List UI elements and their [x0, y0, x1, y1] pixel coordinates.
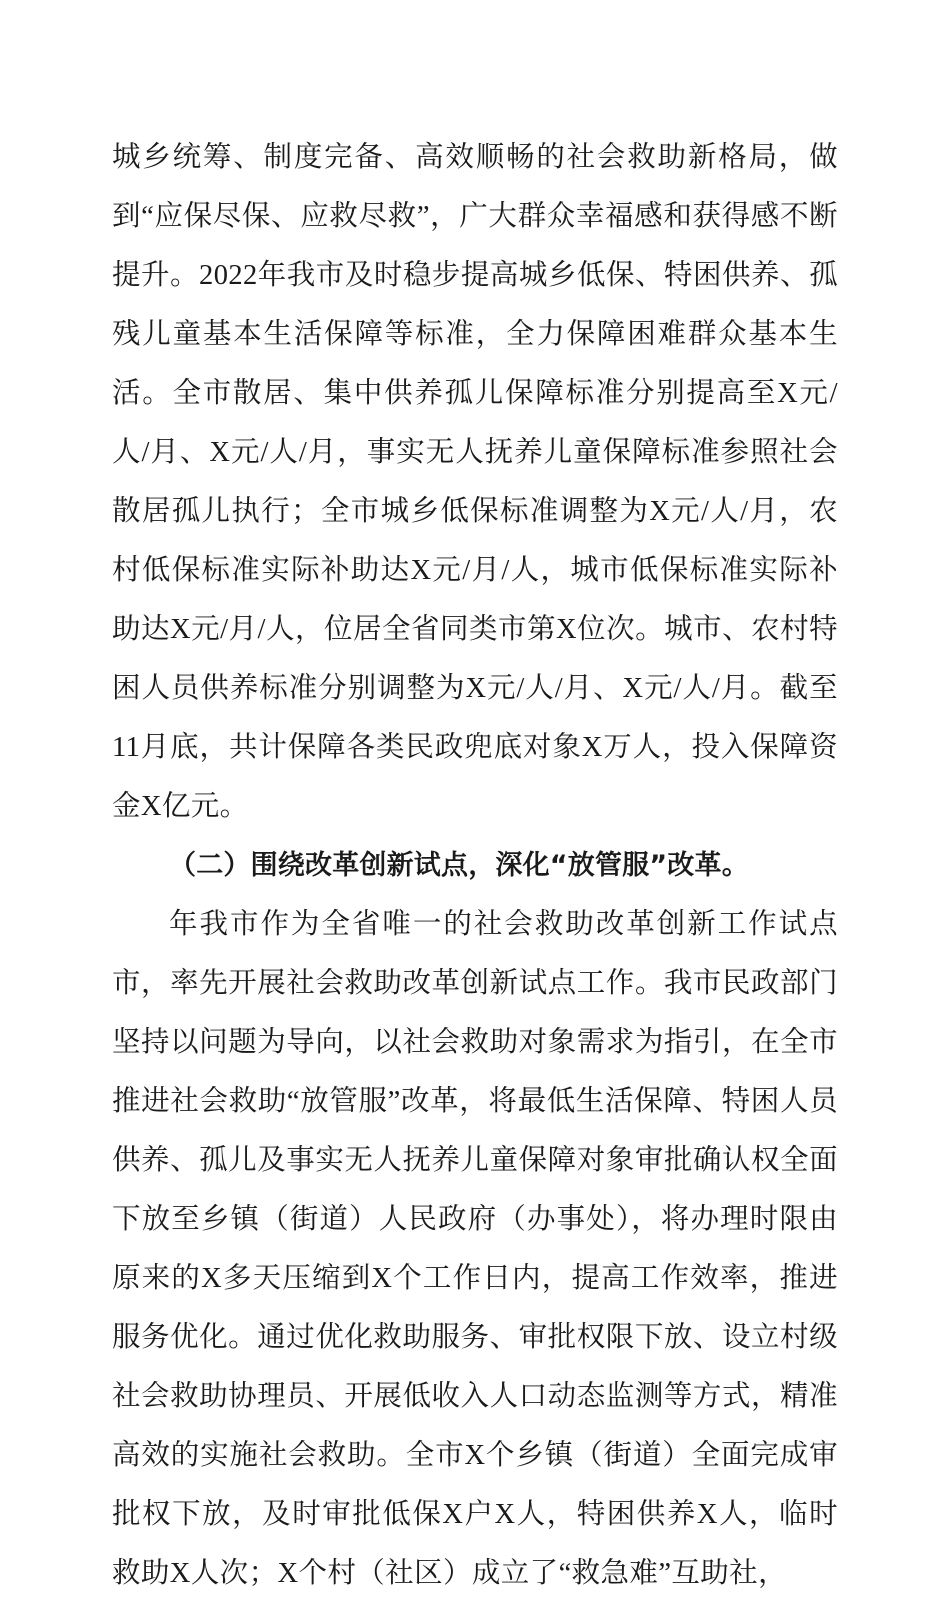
paragraph-continued: 城乡统筹、制度完备、高效顺畅的社会救助新格局，做到“应保尽保、应救尽救”，广大群众幸福感和获得感不断提升。2022年我市及时稳步提高城乡低保、特困供养、孤残儿童基本生活保障等标准，全力保障困难群众基本生活。全市散居、集中供养孤儿保障标准分别提高至X元/人/月、X元/人/月，事实无人抚养儿童保障标准参照社会散居孤儿执行；全市城乡低保标准调整为X元/人/月，农村低保标准实际补助达X元/月/人，城市低保标准实际补助达X元/月/人，位居全省同类市第X位次。城市、农村特困人员供养标准分别调整为X元/人/月、X元/人/月。截至11月底，共计保障各类民政兜底对象X万人，投入保障资金X亿元。 [112, 142, 838, 822]
document-body [112, 128, 838, 1603]
paragraph-body: 年我市作为全省唯一的社会救助改革创新工作试点市，率先开展社会救助改革创新试点工作。我市民政部门坚持以问题为导向，以社会救助对象需求为指引，在全市推进社会救助“放管服”改革，将最低生活保障、特困人员供养、孤儿及事实无人抚养儿童保障对象审批确认权全面下放至乡镇（街道）人民政府（办事处），将办理时限由原来的X多天压缩到X个工作日内，提高工作效率，推进服务优化。通过优化救助服务、审批权限下放、设立村级社会救助协理员、开展低收入人口动态监测等方式，精准高效的实施社会救助。全市X个乡镇（街道）全面完成审批权下放，及时审批低保X户X人，特困供养X人，临时救助X人次；X个村（社区）成立了“救急难”互助社， [112, 909, 838, 1589]
section-heading: （二）围绕改革创新试点，深化“放管服”改革。 [169, 850, 749, 881]
